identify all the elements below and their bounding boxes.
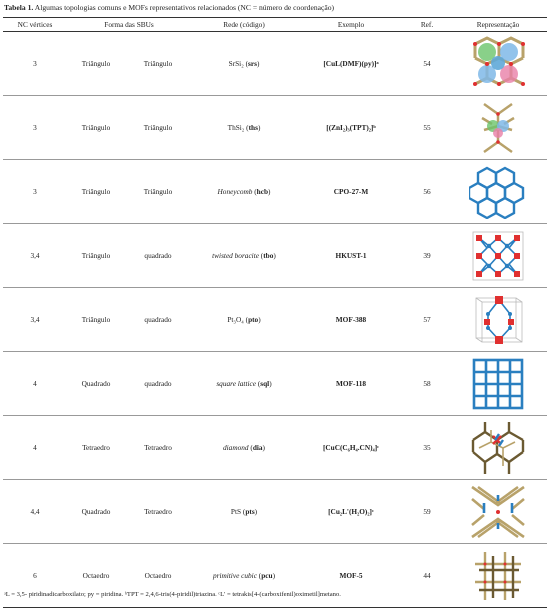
- table-row: [3, 32, 547, 96]
- cell-example: [Cu₂L'(H₂O)₂]ᶜ: [328, 507, 374, 516]
- cell-nc: 3,4: [30, 251, 40, 260]
- cell-ref: 54: [423, 59, 431, 68]
- cell-net: SrSi₂ (srs): [228, 59, 260, 68]
- topology-table: [3, 17, 547, 608]
- cell-nc: 4: [33, 443, 37, 452]
- table-footnote: ᵃL = 3,5- piridinadicarboxilato; py = piridina. ᵇTPT = 2,4,6-tris(4-piridil)triazina. ᶜL' = tetrakis[4-(carboxifenil)oximetil]metano.: [4, 591, 341, 598]
- diamond-net-icon: [449, 416, 547, 480]
- pts-net-icon: [449, 480, 547, 544]
- cell-ref: 59: [423, 507, 431, 516]
- cell-shape1: Triângulo: [81, 251, 111, 260]
- cell-ref: 55: [423, 123, 431, 132]
- header-nc: NC vértices: [3, 18, 67, 32]
- honeycomb-net-icon: [449, 160, 547, 224]
- cell-shape2: quadrado: [144, 379, 172, 388]
- pto-net-icon: [449, 288, 547, 352]
- cell-ref: 39: [423, 251, 431, 260]
- tbo-net-icon: [449, 224, 547, 288]
- table-caption: [4, 3, 334, 12]
- cell-example: [CuL(DMF)(py)]ᵃ: [323, 59, 379, 68]
- cell-shape2: Triângulo: [143, 59, 173, 68]
- cell-nc: 4,4: [30, 507, 40, 516]
- cell-ref: 56: [423, 187, 431, 196]
- cell-nc: 6: [33, 571, 37, 580]
- cell-shape2: Triângulo: [143, 187, 173, 196]
- cell-net: ThSi₂ (ths): [227, 123, 261, 132]
- cell-shape1: Triângulo: [81, 59, 111, 68]
- cell-shape1: Octaedro: [82, 571, 110, 580]
- caption-label: Tabela 1.: [4, 3, 34, 12]
- cell-shape2: quadrado: [144, 251, 172, 260]
- ths-net-icon: [449, 96, 547, 160]
- cell-ref: 35: [423, 443, 431, 452]
- square-lattice-icon: [449, 352, 547, 416]
- table-row: [3, 480, 547, 544]
- cell-ref: 57: [423, 315, 431, 324]
- cell-shape2: Triângulo: [143, 123, 173, 132]
- cell-shape2: Tetraedro: [144, 443, 172, 452]
- cell-net: square lattice (sql): [216, 379, 272, 388]
- cell-nc: 3: [33, 187, 37, 196]
- cell-shape1: Triângulo: [81, 123, 111, 132]
- cell-net: primitive cubic (pcu): [212, 571, 276, 580]
- cell-example: MOF-118: [336, 379, 366, 388]
- cell-net: PtS (pts): [230, 507, 258, 516]
- cell-net: diamond (dia): [223, 443, 265, 452]
- cell-example: MOF-388: [335, 315, 367, 324]
- cell-shape1: Triângulo: [81, 315, 111, 324]
- header-rede: Rede (código): [191, 18, 297, 32]
- table-row: [3, 352, 547, 416]
- caption-text: Algumas topologias comuns e MOFs representativos relacionados (NC = número de coordenação): [34, 3, 335, 12]
- cell-net: Honeycomb (hcb): [217, 187, 271, 196]
- srs-net-icon: [449, 32, 547, 96]
- cell-example: HKUST-1: [335, 251, 367, 260]
- cell-nc: 3: [33, 59, 37, 68]
- cell-net: Pt₃O₄ (pto): [227, 315, 261, 324]
- cell-shape1: Quadrado: [81, 379, 111, 388]
- cell-shape1: Triângulo: [81, 187, 111, 196]
- header-exemplo: Exemplo: [297, 18, 405, 32]
- cell-example: [CuC(C₆H₄.CN)₄]ᶜ: [322, 443, 380, 452]
- cell-example: CPO-27-M: [333, 187, 369, 196]
- table-row: [3, 416, 547, 480]
- table-row: [3, 288, 547, 352]
- cell-nc: 3,4: [30, 315, 40, 324]
- cell-shape2: quadrado: [144, 315, 172, 324]
- cell-shape1: Quadrado: [81, 507, 111, 516]
- cell-net: twisted boracite (tbo): [212, 251, 276, 260]
- cell-example: MOF-5: [339, 571, 363, 580]
- cell-nc: 3: [33, 123, 37, 132]
- header-forma: Forma das SBUs: [67, 18, 191, 32]
- cell-example: [(ZnI₂)₃(TPT)₂]ᵇ: [326, 123, 376, 132]
- cell-shape2: Octaedro: [144, 571, 172, 580]
- cell-shape1: Tetraedro: [82, 443, 110, 452]
- cell-nc: 4: [33, 379, 37, 388]
- pcu-net-icon: [449, 544, 547, 608]
- table-row: [3, 160, 547, 224]
- cell-ref: 44: [423, 571, 431, 580]
- table-row: [3, 96, 547, 160]
- header-ref: Ref.: [405, 18, 449, 32]
- cell-ref: 58: [423, 379, 431, 388]
- header-rep: Representação: [449, 18, 547, 32]
- cell-shape2: Tetraedro: [144, 507, 172, 516]
- header-row: [3, 18, 547, 32]
- table-row: [3, 224, 547, 288]
